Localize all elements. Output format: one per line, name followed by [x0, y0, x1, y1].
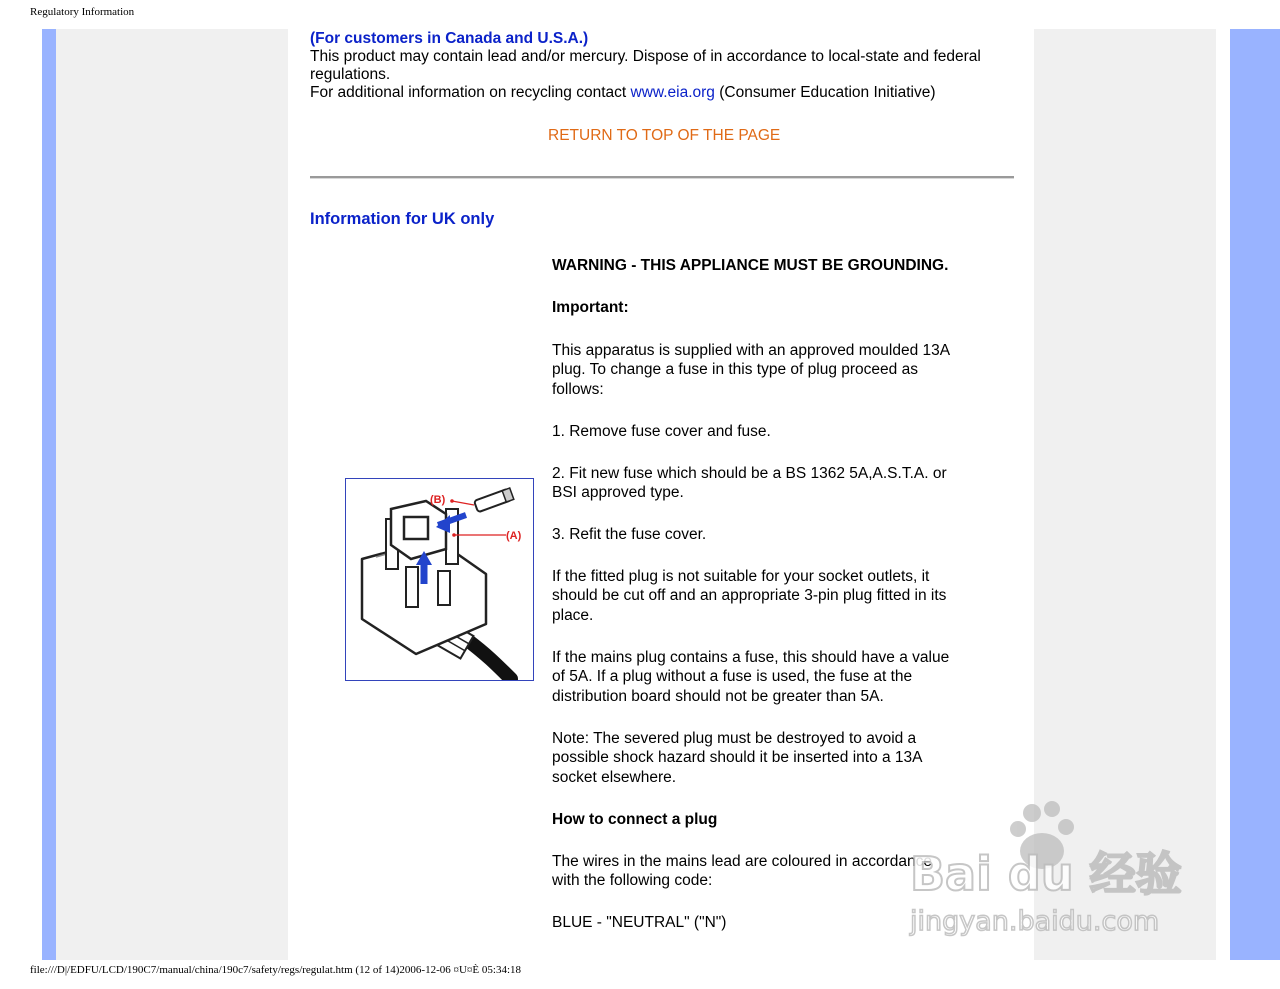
right-accent-bar [1230, 29, 1280, 960]
para-5-line-2: with the following code: [552, 872, 713, 889]
para-3-line-2: of 5A. If a plug without a fuse is used, the fuse at the [552, 668, 913, 685]
label-b: (B) [430, 494, 446, 506]
left-margin-panel [56, 29, 288, 960]
para-4-line-3: socket elsewhere. [552, 769, 677, 786]
para-1-line-2: plug. To change a fuse in this type of plug proceed as [552, 361, 918, 378]
section-divider [310, 176, 1014, 179]
baidu-watermark [900, 795, 1210, 945]
step-3: 3. Refit the fuse cover. [552, 526, 707, 543]
uk-heading: Information for UK only [310, 210, 495, 228]
para-2-line-1: If the fitted plug is not suitable for your socket outlets, it [552, 568, 930, 585]
return-to-top-link[interactable]: RETURN TO TOP OF THE PAGE [548, 127, 781, 144]
print-header: Regulatory Information [30, 6, 135, 18]
step-1: 1. Remove fuse cover and fuse. [552, 423, 771, 440]
para-1-line-1: This apparatus is supplied with an approved moulded 13A [552, 342, 951, 359]
plug-fuse-figure [345, 478, 534, 681]
canada-heading: (For customers in Canada and U.S.A.) [310, 30, 589, 47]
canada-line-1: This product may contain lead and/or mercury. Dispose of in accordance to local-state and federal [310, 48, 981, 65]
canada-line-3-pre: For additional information on recycling contact [310, 84, 631, 101]
warning-text: WARNING - THIS APPLIANCE MUST BE GROUNDING. [552, 257, 949, 274]
para-2-line-2: should be cut off and an appropriate 3-pin plug fitted in its [552, 587, 947, 604]
para-3-line-1: If the mains plug contains a fuse, this should have a value [552, 649, 950, 666]
blue-wire-code: BLUE - "NEUTRAL" ("N") [552, 914, 727, 931]
para-3-line-3: distribution board should not be greater than 5A. [552, 688, 884, 705]
para-4-line-2: possible shock hazard should it be inserted into a 13A [552, 749, 923, 766]
para-5-line-1: The wires in the mains lead are coloured in accordance [552, 853, 932, 870]
canada-line-2: regulations. [310, 66, 391, 83]
important-label: Important: [552, 299, 629, 316]
para-4-line-1: Note: The severed plug must be destroyed to avoid a [552, 730, 917, 747]
canada-line-3-post: (Consumer Education Initiative) [714, 84, 936, 101]
watermark-url: jingyan.baidu.com [910, 906, 1160, 937]
right-gap [1216, 29, 1230, 960]
step-2-line-2: BSI approved type. [552, 484, 684, 501]
eia-link[interactable]: www.eia.org [630, 84, 715, 101]
print-footer: file:///D|/EDFU/LCD/190C7/manual/china/190c7/safety/regs/regulat.htm (12 of 14)2006-12-06 ¤U¤È 05:34:18 [30, 964, 522, 976]
para-2-line-3: place. [552, 607, 594, 624]
watermark-brand: Bai du 经验 [910, 847, 1182, 901]
label-a: (A) [506, 530, 522, 542]
connect-plug-heading: How to connect a plug [552, 811, 718, 828]
para-1-line-3: follows: [552, 381, 604, 398]
step-2-line-1: 2. Fit new fuse which should be a BS 1362 5A,A.S.T.A. or [552, 465, 947, 482]
left-accent-bar [42, 29, 56, 960]
canada-line-3 [310, 83, 935, 102]
plug-illustration [346, 479, 533, 680]
